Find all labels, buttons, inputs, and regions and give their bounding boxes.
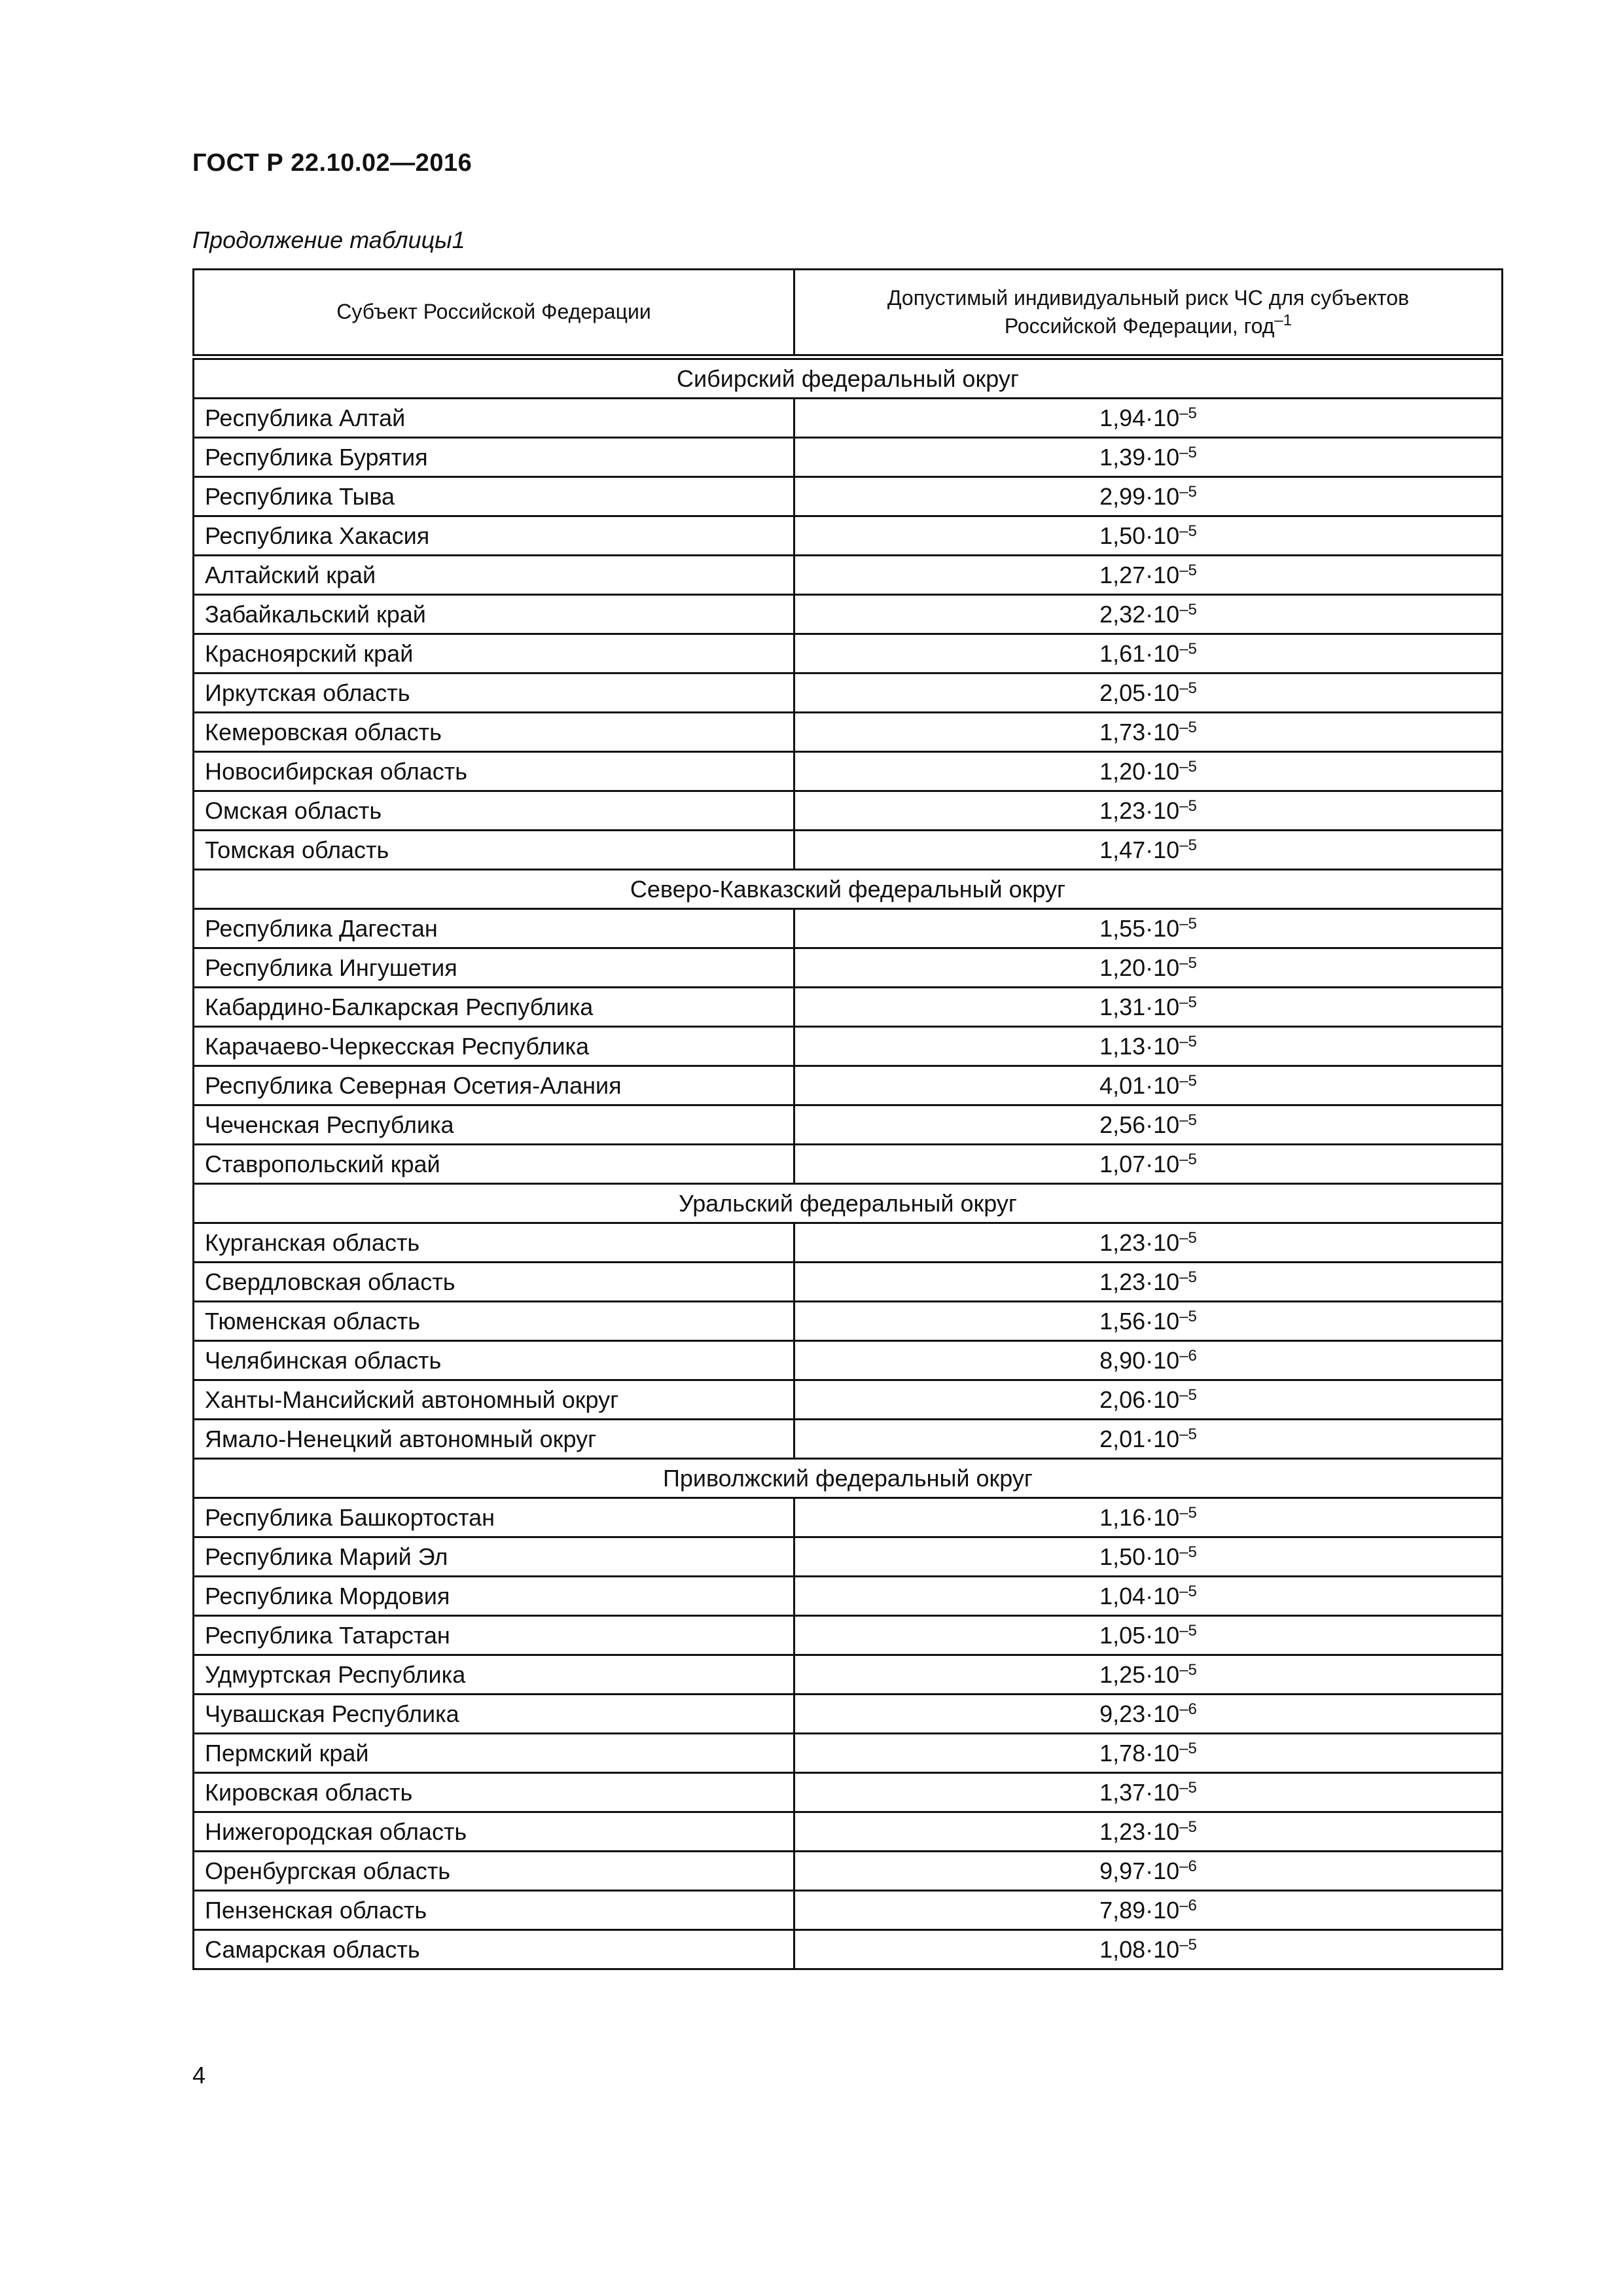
district-row — [194, 1184, 1503, 1223]
table-row — [194, 1302, 1503, 1341]
risk-mantissa: 1,04 — [1099, 1582, 1146, 1609]
risk-mantissa: 2,01 — [1099, 1425, 1146, 1452]
subject-name: Иркутская область — [194, 673, 794, 713]
risk-multiplier: ·10 — [1145, 522, 1180, 549]
risk-value — [794, 1105, 1503, 1145]
risk-multiplier: ·10 — [1145, 1896, 1180, 1924]
subject-name: Забайкальский край — [194, 595, 794, 634]
subject-name: Челябинская область — [194, 1341, 794, 1380]
risk-multiplier: ·10 — [1145, 1818, 1180, 1845]
risk-exponent: –5 — [1179, 836, 1197, 854]
risk-value — [794, 988, 1503, 1027]
risk-mantissa: 1,73 — [1099, 718, 1146, 745]
risk-exponent: –5 — [1179, 1778, 1197, 1797]
risk-multiplier: ·10 — [1145, 1425, 1180, 1452]
table-row — [194, 1577, 1503, 1616]
risk-multiplier: ·10 — [1145, 914, 1180, 942]
table-row — [194, 1105, 1503, 1145]
risk-multiplier: ·10 — [1145, 1857, 1180, 1884]
risk-multiplier: ·10 — [1145, 1503, 1180, 1531]
risk-value — [794, 1341, 1503, 1380]
risk-mantissa: 1,50 — [1099, 1543, 1146, 1570]
risk-value — [794, 634, 1503, 673]
risk-mantissa: 1,56 — [1099, 1307, 1146, 1335]
table-row — [194, 713, 1503, 752]
risk-exponent: –5 — [1179, 1150, 1197, 1168]
risk-value — [794, 752, 1503, 791]
table-row — [194, 1145, 1503, 1184]
risk-exponent: –5 — [1179, 522, 1197, 540]
risk-exponent: –5 — [1179, 1425, 1197, 1443]
risk-multiplier: ·10 — [1145, 1346, 1180, 1374]
risk-mantissa: 1,08 — [1099, 1935, 1146, 1963]
risk-value — [794, 1027, 1503, 1066]
risk-mantissa: 1,50 — [1099, 522, 1146, 549]
table-row — [194, 791, 1503, 831]
district-row — [194, 870, 1503, 909]
subject-name: Томская область — [194, 831, 794, 870]
subject-name: Республика Северная Осетия-Алания — [194, 1066, 794, 1105]
subject-name: Ставропольский край — [194, 1145, 794, 1184]
table-row — [194, 399, 1503, 438]
subject-name: Чувашская Республика — [194, 1695, 794, 1734]
table-row — [194, 1498, 1503, 1537]
subject-name: Республика Дагестан — [194, 909, 794, 948]
risk-value — [794, 1537, 1503, 1577]
subject-name: Курганская область — [194, 1223, 794, 1263]
table-row — [194, 1027, 1503, 1066]
risk-value — [794, 713, 1503, 752]
risk-mantissa: 2,99 — [1099, 482, 1146, 510]
risk-multiplier: ·10 — [1145, 836, 1180, 863]
risk-value — [794, 1773, 1503, 1812]
subject-name: Нижегородская область — [194, 1812, 794, 1852]
risk-value — [794, 791, 1503, 831]
table-row — [194, 1734, 1503, 1773]
table-row — [194, 1655, 1503, 1695]
risk-exponent: –6 — [1179, 1896, 1197, 1914]
risk-value — [794, 1302, 1503, 1341]
risk-value — [794, 673, 1503, 713]
subject-name: Кировская область — [194, 1773, 794, 1812]
risk-mantissa: 7,89 — [1099, 1896, 1146, 1924]
subject-name: Тюменская область — [194, 1302, 794, 1341]
table-row — [194, 1263, 1503, 1302]
risk-value — [794, 516, 1503, 556]
risk-mantissa: 1,37 — [1099, 1778, 1146, 1806]
risk-multiplier: ·10 — [1145, 1111, 1180, 1138]
table-body — [194, 357, 1503, 1969]
risk-mantissa: 1,94 — [1099, 404, 1146, 431]
column-header-subject: Субъект Российской Федерации — [194, 270, 794, 357]
risk-multiplier: ·10 — [1145, 1935, 1180, 1963]
risk-mantissa: 8,90 — [1099, 1346, 1146, 1374]
risk-mantissa: 1,27 — [1099, 561, 1146, 588]
subject-name: Республика Бурятия — [194, 438, 794, 477]
page-number: 4 — [192, 2062, 206, 2089]
table-row — [194, 1537, 1503, 1577]
risk-multiplier: ·10 — [1145, 443, 1180, 471]
risk-exponent: –5 — [1179, 1818, 1197, 1836]
risk-mantissa: 1,23 — [1099, 1268, 1146, 1295]
subject-name: Республика Башкортостан — [194, 1498, 794, 1537]
risk-exponent: –5 — [1179, 797, 1197, 815]
risk-value — [794, 477, 1503, 516]
district-title: Уральский федеральный округ — [194, 1184, 1503, 1223]
risk-value — [794, 1616, 1503, 1655]
subject-name: Пензенская область — [194, 1891, 794, 1930]
table-row — [194, 1616, 1503, 1655]
risk-value — [794, 399, 1503, 438]
column-header-risk — [794, 270, 1503, 357]
risk-mantissa: 1,23 — [1099, 1229, 1146, 1256]
risk-multiplier: ·10 — [1145, 757, 1180, 785]
risk-mantissa: 1,61 — [1099, 639, 1146, 667]
risk-mantissa: 1,16 — [1099, 1503, 1146, 1531]
risk-multiplier: ·10 — [1145, 1071, 1180, 1099]
table-row — [194, 1380, 1503, 1420]
subject-name: Республика Ингушетия — [194, 948, 794, 988]
subject-name: Свердловская область — [194, 1263, 794, 1302]
table-row — [194, 673, 1503, 713]
table-row — [194, 595, 1503, 634]
risk-value — [794, 1380, 1503, 1420]
subject-name: Республика Хакасия — [194, 516, 794, 556]
subject-name: Удмуртская Республика — [194, 1655, 794, 1695]
risk-exponent: –5 — [1179, 757, 1197, 776]
column-header-risk-exponent: –1 — [1274, 312, 1293, 329]
subject-name: Новосибирская область — [194, 752, 794, 791]
risk-exponent: –6 — [1179, 1346, 1197, 1365]
risk-exponent: –5 — [1179, 1268, 1197, 1286]
subject-name: Республика Марий Эл — [194, 1537, 794, 1577]
table-row — [194, 477, 1503, 516]
risk-value — [794, 948, 1503, 988]
risk-exponent: –5 — [1179, 679, 1197, 697]
risk-mantissa: 2,05 — [1099, 679, 1146, 706]
risk-value — [794, 1263, 1503, 1302]
risk-mantissa: 2,32 — [1099, 600, 1146, 628]
risk-mantissa: 1,39 — [1099, 443, 1146, 471]
risk-exponent: –5 — [1179, 1071, 1197, 1090]
risk-exponent: –5 — [1179, 639, 1197, 658]
risk-mantissa: 9,23 — [1099, 1700, 1146, 1727]
subject-name: Республика Татарстан — [194, 1616, 794, 1655]
risk-mantissa: 1,23 — [1099, 1818, 1146, 1845]
risk-exponent: –6 — [1179, 1700, 1197, 1718]
risk-value — [794, 831, 1503, 870]
subject-name: Кабардино-Балкарская Республика — [194, 988, 794, 1027]
table-row — [194, 752, 1503, 791]
subject-name: Самарская область — [194, 1930, 794, 1969]
risk-value — [794, 1734, 1503, 1773]
risk-exponent: –5 — [1179, 1660, 1197, 1679]
table-row — [194, 1773, 1503, 1812]
risk-exponent: –5 — [1179, 1111, 1197, 1129]
risk-multiplier: ·10 — [1145, 1150, 1180, 1177]
risk-value — [794, 1695, 1503, 1734]
table-row — [194, 516, 1503, 556]
risk-mantissa: 1,23 — [1099, 797, 1146, 824]
risk-multiplier: ·10 — [1145, 600, 1180, 628]
risk-multiplier: ·10 — [1145, 482, 1180, 510]
risk-multiplier: ·10 — [1145, 1582, 1180, 1609]
district-row — [194, 1459, 1503, 1498]
risk-value — [794, 1852, 1503, 1891]
risk-exponent: –5 — [1179, 1739, 1197, 1757]
risk-multiplier: ·10 — [1145, 1229, 1180, 1256]
table-header-row — [194, 270, 1503, 357]
risk-exponent: –5 — [1179, 1935, 1197, 1954]
table-row — [194, 438, 1503, 477]
risk-multiplier: ·10 — [1145, 639, 1180, 667]
risk-exponent: –5 — [1179, 482, 1197, 501]
table-row — [194, 948, 1503, 988]
risk-exponent: –5 — [1179, 1307, 1197, 1325]
table-row — [194, 1420, 1503, 1459]
risk-exponent: –5 — [1179, 954, 1197, 972]
subject-name: Оренбургская область — [194, 1852, 794, 1891]
subject-name: Карачаево-Черкесская Республика — [194, 1027, 794, 1066]
subject-name: Кемеровская область — [194, 713, 794, 752]
table-row — [194, 1852, 1503, 1891]
subject-name: Республика Алтай — [194, 399, 794, 438]
risk-exponent: –5 — [1179, 561, 1197, 579]
risk-value — [794, 1145, 1503, 1184]
risk-mantissa: 1,25 — [1099, 1660, 1146, 1688]
risk-multiplier: ·10 — [1145, 561, 1180, 588]
risk-exponent: –5 — [1179, 600, 1197, 619]
risk-mantissa: 9,97 — [1099, 1857, 1146, 1884]
risk-multiplier: ·10 — [1145, 1032, 1180, 1060]
risk-mantissa: 1,31 — [1099, 993, 1146, 1020]
district-row — [194, 357, 1503, 399]
risk-exponent: –5 — [1179, 1229, 1197, 1247]
table-row — [194, 1341, 1503, 1380]
risk-value — [794, 1498, 1503, 1537]
document-code-header: ГОСТ Р 22.10.02—2016 — [192, 149, 473, 177]
risk-value — [794, 438, 1503, 477]
risk-exponent: –5 — [1179, 1543, 1197, 1561]
district-title: Северо-Кавказский федеральный округ — [194, 870, 1503, 909]
table-row — [194, 1695, 1503, 1734]
risk-exponent: –5 — [1179, 404, 1197, 422]
risk-multiplier: ·10 — [1145, 1268, 1180, 1295]
risk-value — [794, 1655, 1503, 1695]
risk-exponent: –5 — [1179, 914, 1197, 933]
risk-mantissa: 1,05 — [1099, 1621, 1146, 1649]
risk-multiplier: ·10 — [1145, 1386, 1180, 1413]
district-title: Сибирский федеральный округ — [194, 357, 1503, 399]
risk-value — [794, 1066, 1503, 1105]
risk-exponent: –5 — [1179, 1032, 1197, 1050]
table-row — [194, 1812, 1503, 1852]
risk-multiplier: ·10 — [1145, 993, 1180, 1020]
risk-value — [794, 1577, 1503, 1616]
risk-mantissa: 4,01 — [1099, 1071, 1146, 1099]
risk-value — [794, 1891, 1503, 1930]
subject-name: Ханты-Мансийский автономный округ — [194, 1380, 794, 1420]
subject-name: Ямало-Ненецкий автономный округ — [194, 1420, 794, 1459]
risk-mantissa: 1,13 — [1099, 1032, 1146, 1060]
risk-exponent: –5 — [1179, 1503, 1197, 1522]
risk-multiplier: ·10 — [1145, 1660, 1180, 1688]
risk-value — [794, 556, 1503, 595]
column-header-risk-line1: Допустимый индивидуальный риск ЧС для субъектов — [887, 285, 1410, 310]
risk-multiplier: ·10 — [1145, 954, 1180, 981]
risk-multiplier: ·10 — [1145, 1543, 1180, 1570]
table-row — [194, 909, 1503, 948]
district-title: Приволжский федеральный округ — [194, 1459, 1503, 1498]
risk-exponent: –5 — [1179, 443, 1197, 461]
subject-name: Республика Тыва — [194, 477, 794, 516]
table-row — [194, 1891, 1503, 1930]
table-row — [194, 634, 1503, 673]
risk-exponent: –5 — [1179, 1582, 1197, 1600]
table-row — [194, 1066, 1503, 1105]
risk-value — [794, 1420, 1503, 1459]
risk-multiplier: ·10 — [1145, 1621, 1180, 1649]
risk-exponent: –5 — [1179, 718, 1197, 736]
risk-multiplier: ·10 — [1145, 797, 1180, 824]
risk-mantissa: 1,20 — [1099, 954, 1146, 981]
risk-value — [794, 1223, 1503, 1263]
risk-mantissa: 1,78 — [1099, 1739, 1146, 1767]
risk-multiplier: ·10 — [1145, 1778, 1180, 1806]
risk-multiplier: ·10 — [1145, 718, 1180, 745]
risk-exponent: –5 — [1179, 1621, 1197, 1640]
subject-name: Республика Мордовия — [194, 1577, 794, 1616]
risk-mantissa: 2,06 — [1099, 1386, 1146, 1413]
table-caption: Продолжение таблицы1 — [192, 226, 465, 253]
risk-value — [794, 1930, 1503, 1969]
table-row — [194, 556, 1503, 595]
risk-multiplier: ·10 — [1145, 679, 1180, 706]
risk-multiplier: ·10 — [1145, 1700, 1180, 1727]
risk-exponent: –5 — [1179, 993, 1197, 1011]
risk-value — [794, 909, 1503, 948]
table-row — [194, 1930, 1503, 1969]
risk-multiplier: ·10 — [1145, 1739, 1180, 1767]
subject-name: Красноярский край — [194, 634, 794, 673]
table-row — [194, 1223, 1503, 1263]
risk-exponent: –6 — [1179, 1857, 1197, 1875]
risk-mantissa: 1,20 — [1099, 757, 1146, 785]
subject-name: Алтайский край — [194, 556, 794, 595]
table-row — [194, 831, 1503, 870]
subject-name: Чеченская Республика — [194, 1105, 794, 1145]
risk-value — [794, 1812, 1503, 1852]
risk-multiplier: ·10 — [1145, 404, 1180, 431]
risk-mantissa: 1,47 — [1099, 836, 1146, 863]
subject-name: Омская область — [194, 791, 794, 831]
risk-multiplier: ·10 — [1145, 1307, 1180, 1335]
table-row — [194, 988, 1503, 1027]
risk-mantissa: 2,56 — [1099, 1111, 1146, 1138]
subject-name: Пермский край — [194, 1734, 794, 1773]
risk-exponent: –5 — [1179, 1386, 1197, 1404]
risk-mantissa: 1,55 — [1099, 914, 1146, 942]
column-header-risk-line2: Российской Федерации, год — [1004, 314, 1275, 338]
risk-value — [794, 595, 1503, 634]
risk-table — [192, 268, 1503, 1970]
risk-mantissa: 1,07 — [1099, 1150, 1146, 1177]
